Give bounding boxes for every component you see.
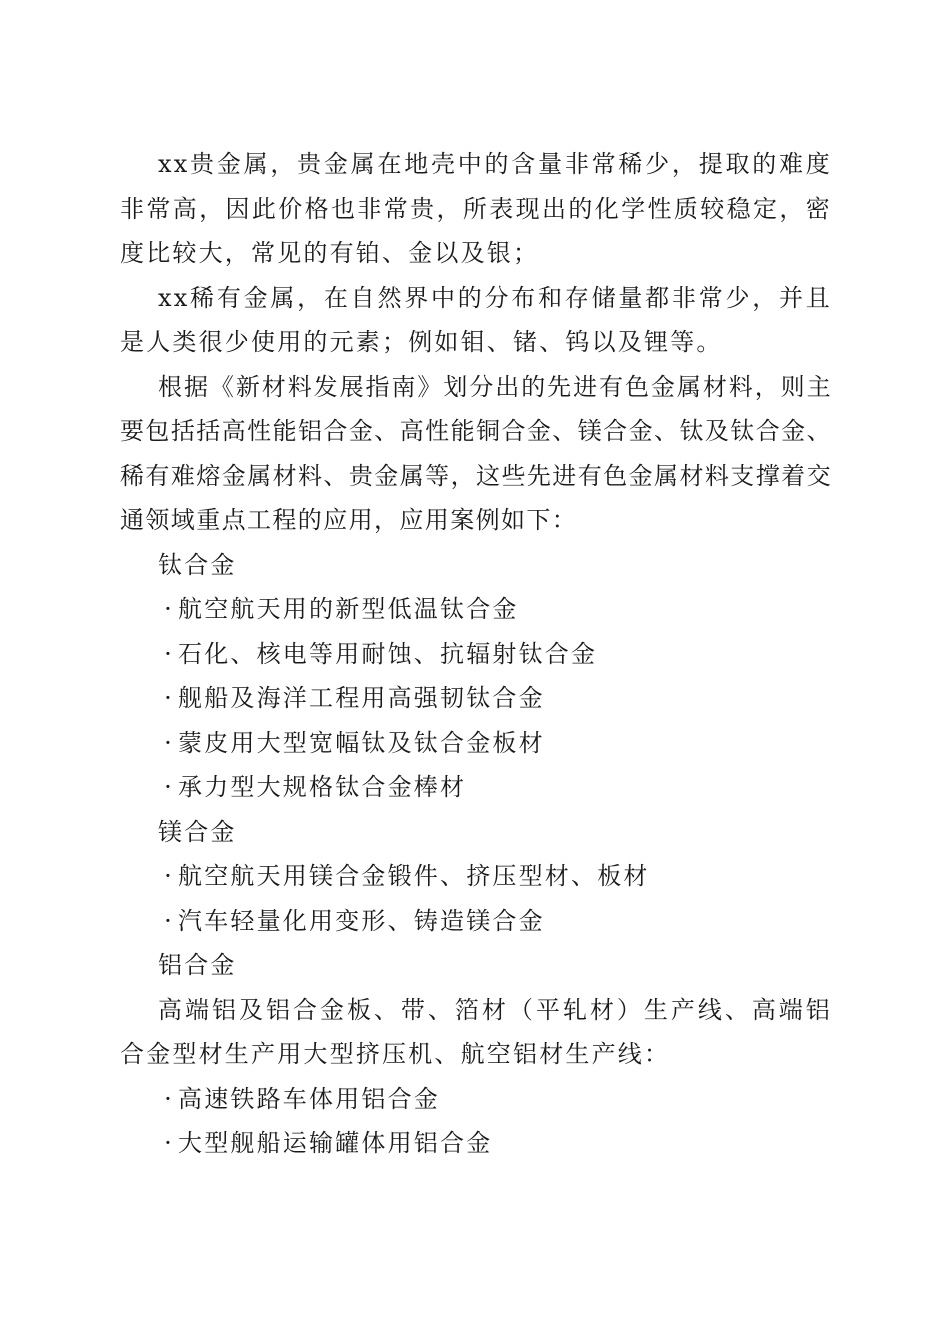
list-item [120, 721, 832, 766]
list-item [120, 676, 832, 721]
bullet-icon: · [164, 1129, 172, 1157]
bullet-icon: · [164, 639, 172, 668]
list-item-text: 航空航天用镁合金锻件、挤压型材、板材 [178, 862, 650, 890]
paragraph-rare-metals: xx稀有金属，在自然界中的分布和存储量都非常少，并且是人类很少使用的元素；例如钼、锗、钨以及锂等。 [120, 283, 832, 356]
list-item-text: 大型舰船运输罐体用铝合金 [178, 1129, 493, 1157]
list-item-text: 高速铁路车体用铝合金 [178, 1084, 440, 1113]
bullet-icon: · [164, 1084, 172, 1113]
list-item-text: 舰船及海洋工程用高强韧钛合金 [178, 684, 545, 712]
list-item-text: 石化、核电等用耐蚀、抗辐射钛合金 [178, 639, 598, 668]
bullet-icon: · [164, 595, 172, 623]
list-item [120, 899, 832, 944]
heading-magnesium-alloy: 镁合金 [158, 817, 237, 846]
list-item-text: 承力型大规格钛合金棒材 [178, 773, 467, 801]
list-item-text: 汽车轻量化用变形、铸造镁合金 [178, 906, 545, 935]
bullet-icon: · [164, 684, 172, 712]
paragraph-guide-overview: 根据《新材料发展指南》划分出的先进有色金属材料，则主要包括括高性能铝合金、高性能铜合金、镁合金、钛及钛合金、稀有难熔金属材料、贵金属等，这些先进有色金属材料支撑着交通领域重点工程的应用，应用案例如下： [120, 372, 832, 534]
bullet-icon: · [164, 728, 172, 757]
list-item [120, 587, 832, 632]
list-item [120, 854, 832, 899]
heading-titanium-alloy: 钛合金 [158, 550, 237, 579]
bullet-icon: · [164, 862, 172, 890]
paragraph-aluminum-lines: 高端铝及铝合金板、带、箔材（平轧材）生产线、高端铝合金型材生产用大型挤压机、航空铝材生产线： [120, 995, 832, 1068]
list-item [120, 632, 832, 677]
bullet-icon: · [164, 906, 172, 935]
list-item [120, 765, 832, 810]
list-item-text: 蒙皮用大型宽幅钛及钛合金板材 [178, 728, 545, 757]
heading-aluminum-alloy: 铝合金 [158, 951, 237, 979]
paragraph-precious-metals: xx贵金属，贵金属在地壳中的含量非常稀少，提取的难度非常高，因此价格也非常贵，所表现出的化学性质较稳定，密度比较大，常见的有铂、金以及银； [120, 150, 832, 267]
list-item [120, 1077, 832, 1122]
list-item-text: 航空航天用的新型低温钛合金 [178, 595, 519, 623]
document-body [120, 142, 832, 1166]
list-item [120, 1121, 832, 1166]
bullet-icon: · [164, 773, 172, 801]
